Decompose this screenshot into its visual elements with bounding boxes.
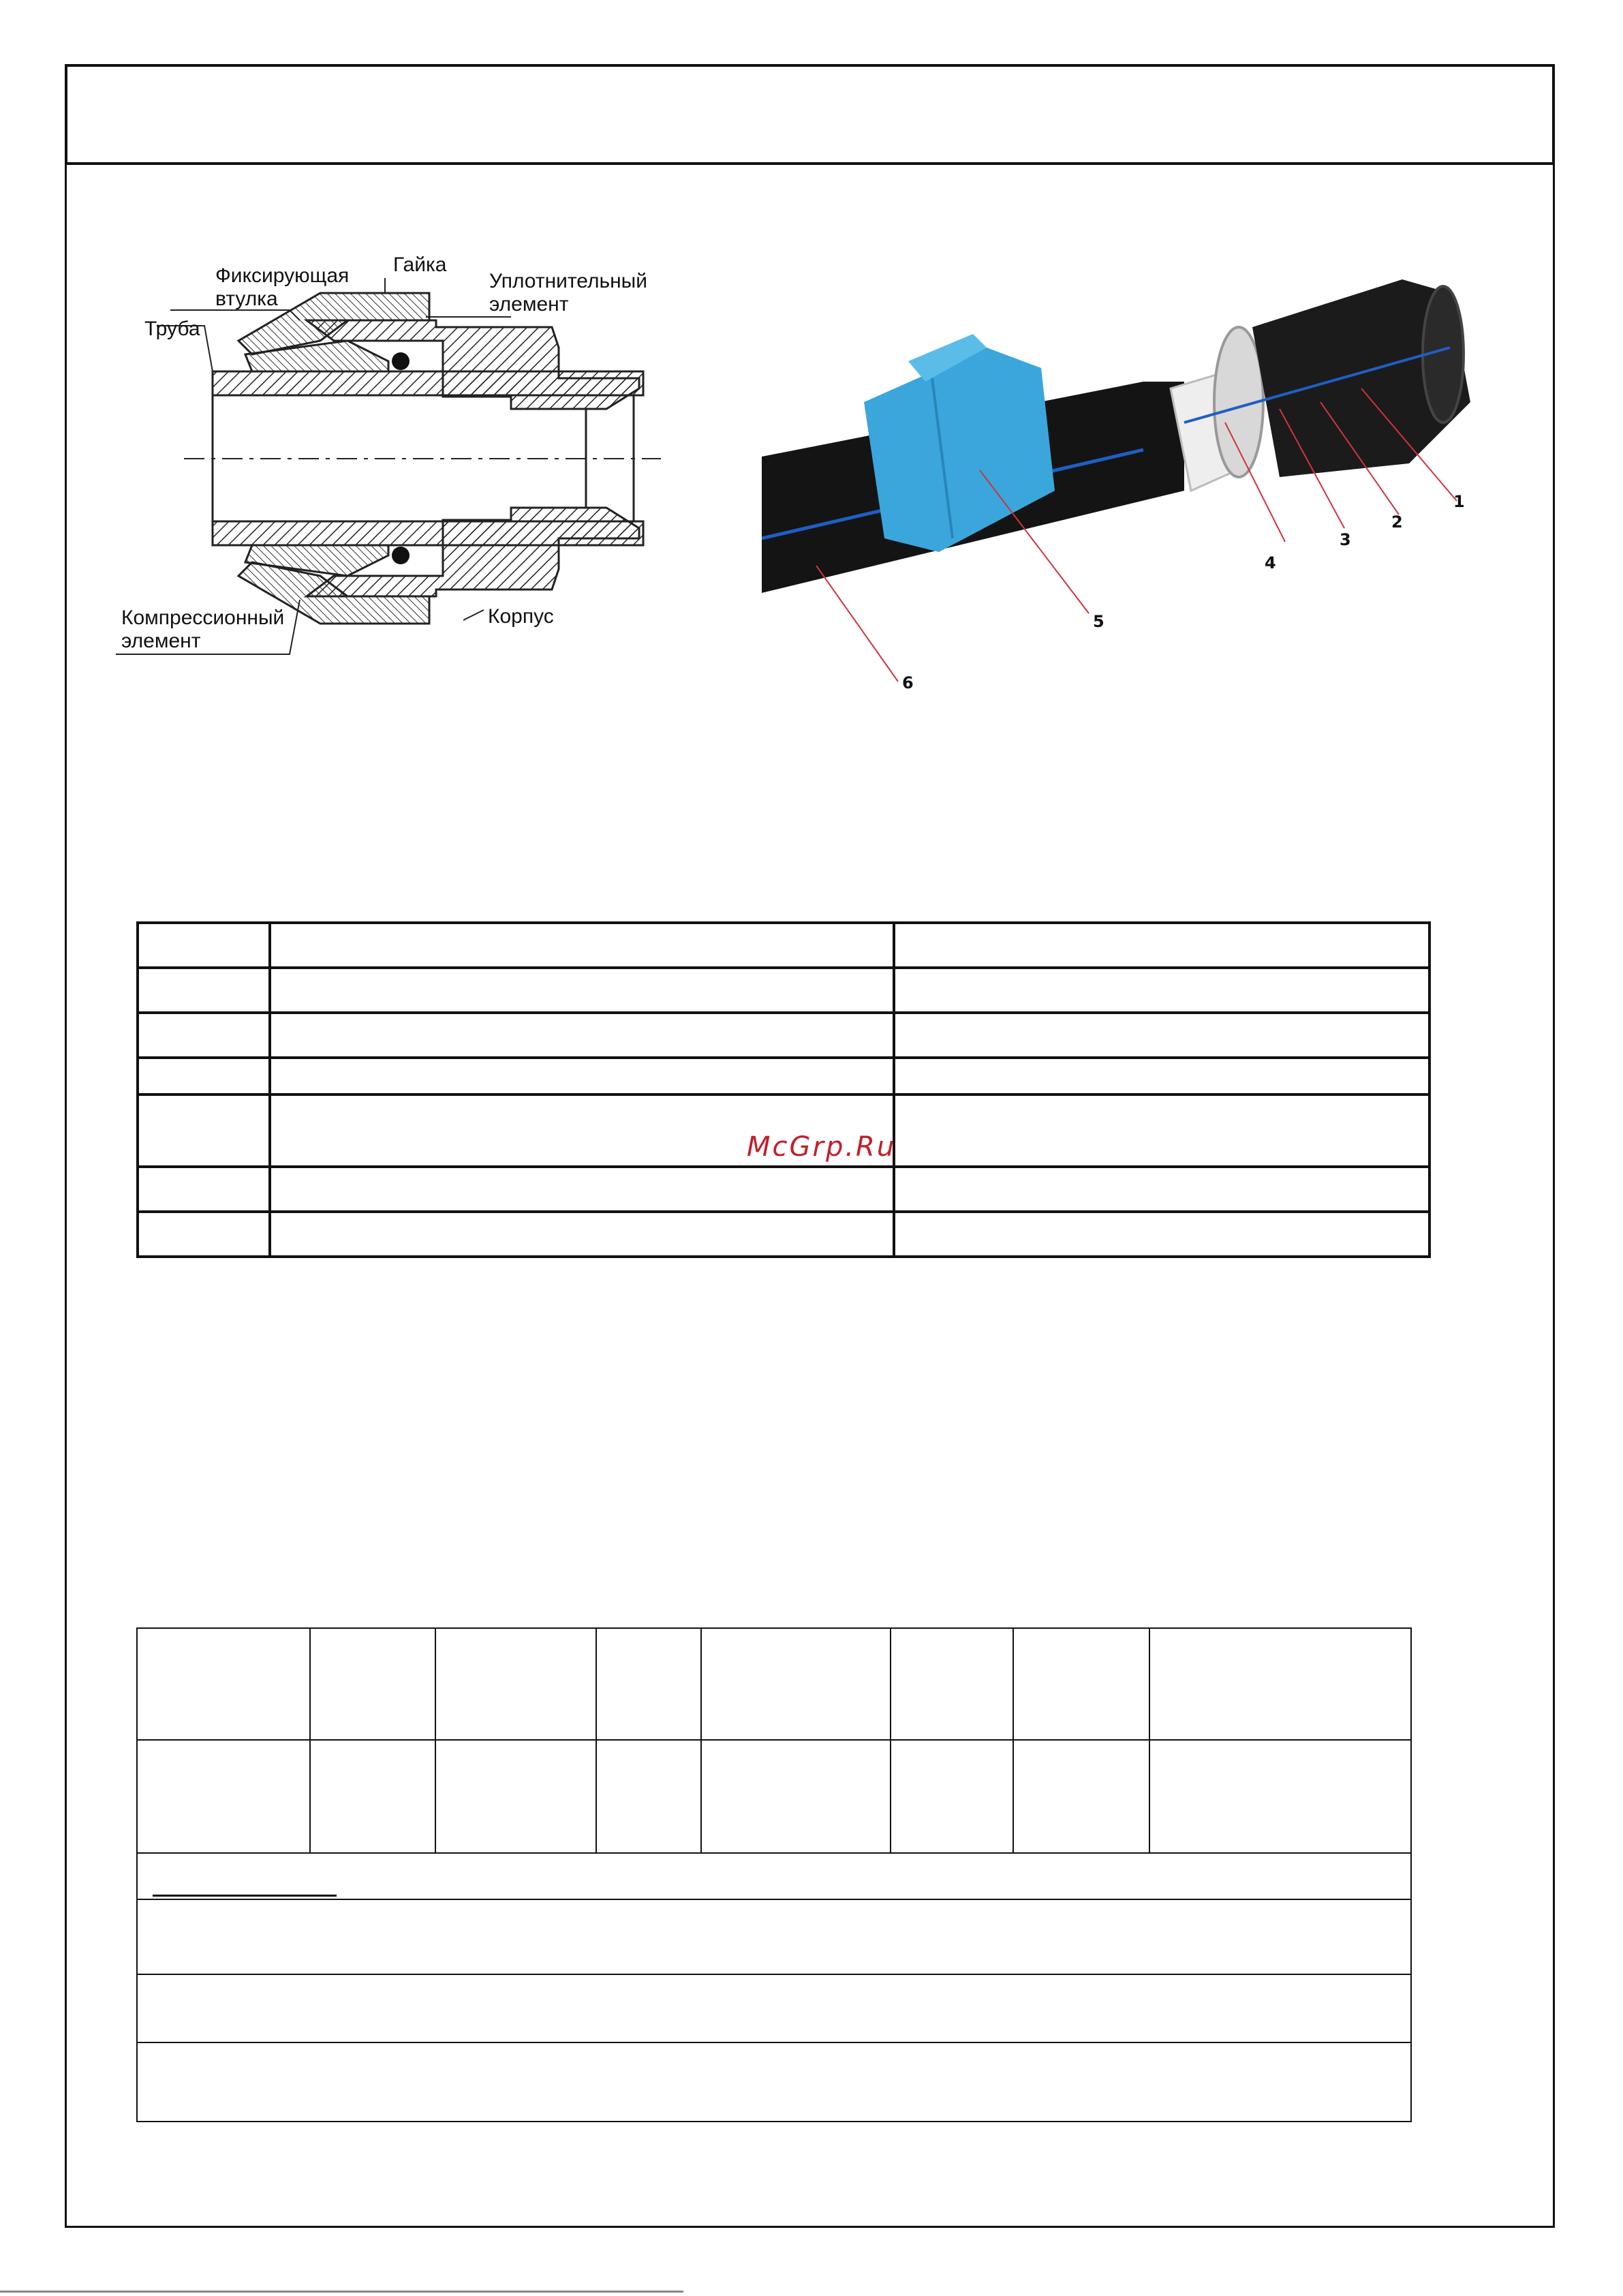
fitting-photo: [762, 266, 1552, 702]
table-cell: [137, 1974, 1411, 2042]
table-cell: [1149, 1628, 1411, 1740]
table-cell: [894, 1095, 1429, 1167]
label-compression: Компрессионный элемент: [121, 607, 285, 652]
label-seal: Уплотнительный элемент: [489, 270, 648, 316]
callout-2: 2: [1391, 512, 1403, 532]
photo-svg: [762, 266, 1552, 702]
underline-mark: [153, 1895, 337, 1897]
table-cell: [894, 1058, 1429, 1095]
table-cell: [137, 2042, 1411, 2122]
table-cell: [894, 1013, 1429, 1058]
callout-5: 5: [1093, 612, 1104, 631]
table-cell: [701, 1740, 891, 1853]
callout-3: 3: [1340, 530, 1351, 549]
callout-4: 4: [1265, 553, 1276, 572]
table-cell: [138, 1095, 270, 1167]
label-body: Корпус: [488, 605, 554, 628]
table-cell: [310, 1628, 435, 1740]
table-cell: [137, 1740, 310, 1853]
table-cell: [894, 1167, 1429, 1212]
table-row: [137, 1628, 1411, 1740]
table-row: [137, 1899, 1411, 1974]
table-row: [138, 1013, 1429, 1058]
table-row: [137, 1974, 1411, 2042]
table-row: [138, 1058, 1429, 1095]
table-cell: [138, 1167, 270, 1212]
seal-ring-top: [392, 352, 409, 370]
table-row: [137, 1853, 1411, 1899]
table-row: [137, 2042, 1411, 2122]
table-cell: [1013, 1628, 1149, 1740]
table-cell: [1013, 1740, 1149, 1853]
label-pipe: Труба: [144, 318, 200, 340]
table-cell: [1149, 1740, 1411, 1853]
table-row: [138, 1212, 1429, 1257]
table-cell: [138, 1058, 270, 1095]
table-row: [137, 1740, 1411, 1853]
table-cell: [435, 1740, 596, 1853]
table-cell: [310, 1740, 435, 1853]
data-table: [136, 1627, 1412, 2122]
table-cell: [138, 1212, 270, 1257]
label-nut: Гайка: [393, 254, 447, 276]
table-cell: [270, 1167, 894, 1212]
table-cell: [270, 968, 894, 1013]
callout-1: 1: [1453, 492, 1465, 511]
table-cell: [137, 1628, 310, 1740]
table-cell: [596, 1740, 701, 1853]
table-cell: [138, 923, 270, 968]
bottom-rule: [0, 2291, 683, 2293]
table-cell: [891, 1628, 1013, 1740]
table-cell: [270, 1013, 894, 1058]
spec-table: [136, 921, 1431, 1258]
callout-6: 6: [902, 673, 914, 692]
table-cell: [891, 1740, 1013, 1853]
table-cell: [596, 1628, 701, 1740]
watermark: McGrp.Ru: [747, 1131, 897, 1163]
table-cell: [270, 1058, 894, 1095]
table-cell: [894, 923, 1429, 968]
table-cell: [435, 1628, 596, 1740]
table-cell: [270, 923, 894, 968]
table-row: [138, 923, 1429, 968]
table-cell: [894, 1212, 1429, 1257]
table-cell: [138, 1013, 270, 1058]
label-fixing-sleeve: Фиксирующая втулка: [215, 264, 350, 310]
table-cell: [137, 1853, 1411, 1899]
table-cell: [138, 968, 270, 1013]
seal-ring-bottom: [392, 547, 409, 564]
table-cell: [270, 1212, 894, 1257]
header-box: [65, 64, 1555, 165]
table-row: [138, 1167, 1429, 1212]
table-row: [138, 968, 1429, 1013]
table-cell: [701, 1628, 891, 1740]
table-cell: [894, 968, 1429, 1013]
table-cell: [137, 1899, 1411, 1974]
